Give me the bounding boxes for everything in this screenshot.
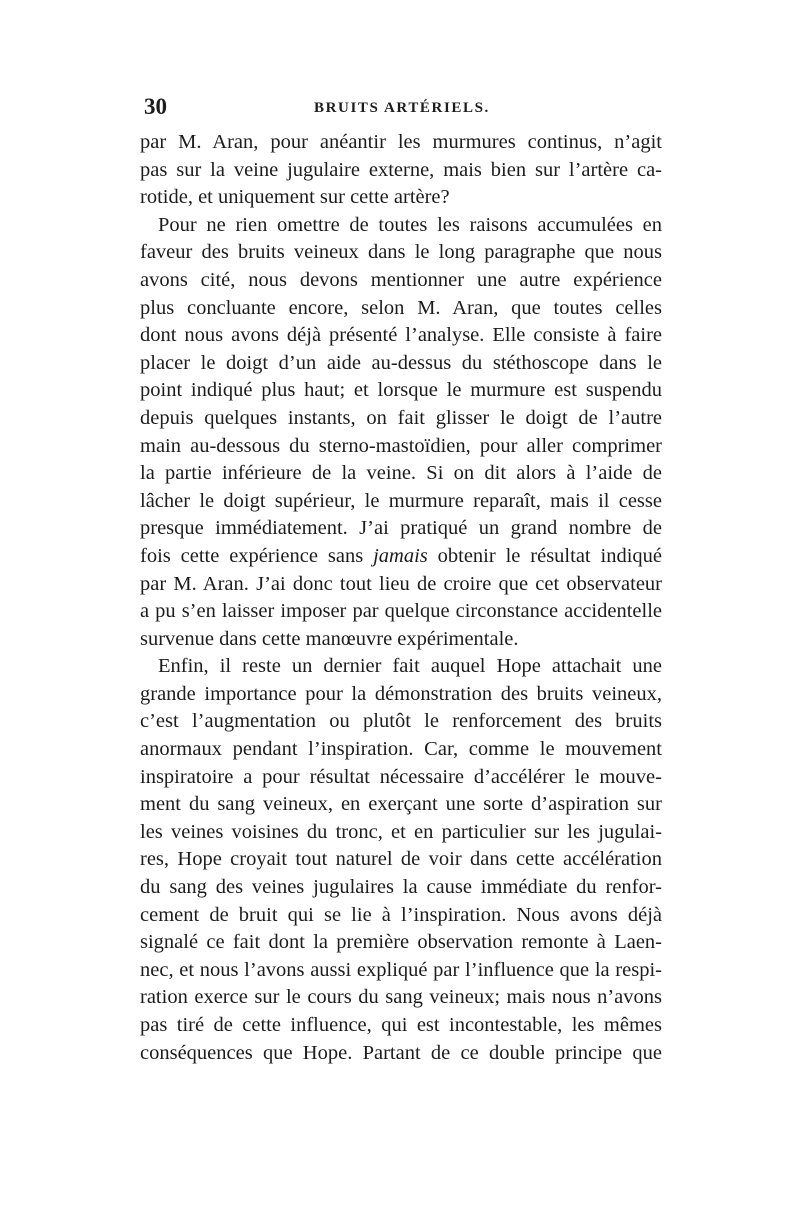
text-line: plus concluante encore, selon M. Aran, que toutes celles: [140, 296, 662, 319]
text-segment: obtenir le résultat indiqué: [427, 544, 662, 567]
text-segment: fois cette expérience sans: [140, 544, 374, 567]
text-line: dont nous avons déjà présenté l’analyse. Elle consiste à faire: [140, 324, 662, 347]
text-line: lâcher le doigt supérieur, le murmure reparaît, mais il cesse: [140, 489, 662, 512]
text-line: par M. Aran, pour anéantir les murmures continus, n’agit: [140, 131, 662, 153]
text-line: rotide, et uniquement sur cette artère?: [140, 186, 450, 209]
page-number: 30: [144, 94, 167, 119]
text-line: main au-dessous du sterno-mastoïdien, pour aller comprimer: [140, 434, 662, 457]
text-line: ration exerce sur le cours du sang veineux; mais nous n’avons: [140, 986, 662, 1009]
italic-word: jamais: [373, 544, 428, 567]
text-line: par M. Aran. J’ai donc tout lieu de croire que cet observateur: [140, 572, 662, 595]
text-line: res, Hope croyait tout naturel de voir dans cette accélération: [140, 848, 662, 871]
text-line: la partie inférieure de la veine. Si on dit alors à l’aide de: [140, 462, 662, 485]
text-line: a pu s’en laisser imposer par quelque circonstance accidentelle: [140, 600, 662, 623]
running-title: BRUITS ARTÉRIELS.: [314, 100, 490, 116]
text-line: c’est l’augmentation ou plutôt le renforcement des bruits: [140, 710, 662, 733]
text-line-with-italic: [140, 543, 662, 571]
text-line: avons cité, nous devons mentionner une autre expérience: [140, 268, 662, 291]
text-line: pas tiré de cette influence, qui est incontestable, les mêmes: [140, 1014, 662, 1036]
page-header: [144, 94, 664, 128]
text-line: du sang des veines jugulaires la cause immédiate du renfor-: [140, 876, 662, 899]
text-line: pas sur la veine jugulaire externe, mais bien sur l’artère ca-: [140, 158, 662, 181]
text-line: Pour ne rien omettre de toutes les raisons accumulées en: [158, 213, 662, 236]
text-line: Enfin, il reste un dernier fait auquel Hope attachait une: [158, 655, 662, 678]
text-line: depuis quelques instants, on fait glisser le doigt de l’autre: [140, 406, 662, 429]
text-line: placer le doigt d’un aide au-dessus du stéthoscope dans le: [140, 351, 662, 374]
text-line: anormaux pendant l’inspiration. Car, comme le mouvement: [140, 738, 662, 761]
text-line: ment du sang veineux, en exerçant une sorte d’aspiration sur: [140, 793, 662, 816]
text-line: les veines voisines du tronc, et en particulier sur les jugulai-: [140, 820, 662, 843]
text-line: grande importance pour la démonstration des bruits veineux,: [140, 682, 662, 705]
text-line: cement de bruit qui se lie à l’inspiration. Nous avons déjà: [140, 903, 662, 926]
text-line: presque immédiatement. J’ai pratiqué un grand nombre de: [140, 517, 662, 540]
text-line: signalé ce fait dont la première observation remonte à Laen-: [140, 931, 662, 954]
text-line: faveur des bruits veineux dans le long paragraphe que nous: [140, 241, 662, 264]
text-line: survenue dans cette manœuvre expérimentale.: [140, 627, 519, 650]
text-line: nec, et nous l’avons aussi expliqué par l’influence que la respi-: [140, 958, 662, 981]
body-text: [140, 129, 662, 1067]
text-line: point indiqué plus haut; et lorsque le murmure est suspendu: [140, 379, 662, 402]
text-line: inspiratoire a pour résultat nécessaire d’accélérer le mouve-: [140, 765, 662, 788]
text-line: conséquences que Hope. Partant de ce double principe que: [140, 1041, 662, 1064]
